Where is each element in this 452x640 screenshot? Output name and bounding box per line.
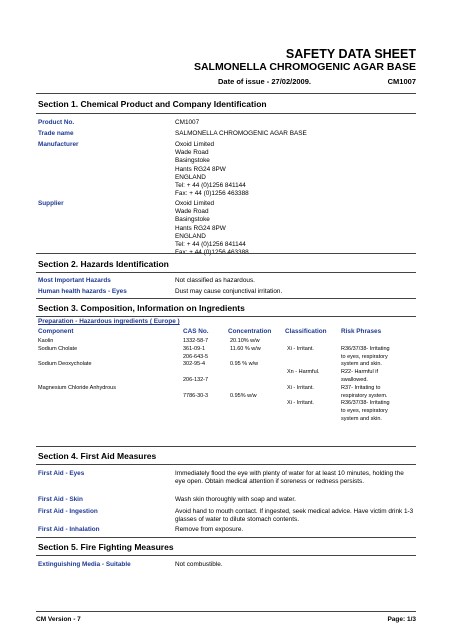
- table-cell: R36/37/38- Irritating: [341, 400, 390, 407]
- address-line: Hants RG24 8PW: [175, 165, 226, 173]
- concentration-column: [230, 338, 261, 400]
- manufacturer-address: [175, 141, 249, 198]
- table-cell: respiratory system.: [341, 392, 388, 399]
- column-header: Concentration: [228, 328, 272, 335]
- section-divider: [36, 113, 416, 114]
- component-column: [38, 338, 116, 393]
- table-cell: R37- Irritating to: [341, 384, 381, 391]
- document-title: SAFETY DATA SHEET: [285, 47, 416, 61]
- table-cell: 1332-58-7: [183, 338, 209, 344]
- address-line: Wade Road: [175, 149, 209, 157]
- address-line: ENGLAND: [175, 232, 206, 240]
- table-cell: 302-95-4: [183, 361, 206, 368]
- preparation-heading: Preparation - Hazardous ingredients ( Europe ): [38, 318, 180, 325]
- table-cell: to eyes, respiratory: [341, 408, 388, 415]
- trade-name-value: SALMONELLA CHROMOGENIC AGAR BASE: [175, 130, 307, 137]
- table-cell: system and skin.: [341, 415, 382, 422]
- table-cell: Sodium Deoxycholate: [38, 361, 92, 368]
- column-header: Risk Phrases: [341, 328, 382, 335]
- section-divider: [36, 537, 416, 538]
- table-cell: [230, 385, 261, 393]
- product-title: SALMONELLA CHROMOGENIC AGAR BASE: [193, 61, 416, 73]
- table-cell: system and skin.: [341, 361, 382, 368]
- first-aid-ingestion-value: Avoid hand to mouth contact. If ingested, seek medical advice. Have victim drink 1-3 glasses of water to dilute stomach contents.: [175, 508, 414, 524]
- section-3-heading: Section 3. Composition, Information on Ingredients: [38, 303, 245, 313]
- section-divider: [36, 464, 416, 465]
- section-divider: [36, 93, 416, 94]
- section-5-heading: Section 5. Fire Fighting Measures: [38, 542, 174, 552]
- health-hazards-label: Human health hazards - Eyes: [38, 288, 127, 295]
- table-cell: [230, 354, 261, 362]
- address-line: ENGLAND: [175, 173, 206, 181]
- table-cell: [183, 385, 208, 393]
- manufacturer-label: Manufacturer: [38, 141, 79, 148]
- product-no-label: Product No.: [38, 119, 75, 126]
- classification-cell: Xi - Irritant.: [287, 400, 314, 407]
- address-line: Basingstoke: [175, 157, 210, 165]
- first-aid-eyes-label: First Aid - Eyes: [38, 470, 85, 477]
- table-cell: 20.10% w/w: [230, 338, 260, 344]
- risk-phrases-column: [341, 346, 390, 424]
- section-divider: [36, 298, 416, 299]
- table-cell: R22- Harmful if: [341, 369, 378, 376]
- first-aid-ingestion-label: First Aid - Ingestion: [38, 508, 98, 515]
- table-cell: 11.60 % w/w: [230, 345, 261, 352]
- table-cell: 0.95% w/w: [230, 392, 257, 399]
- address-line: Fax: + 44 (0)1256 463388: [175, 190, 249, 198]
- address-line: Oxoid Limited: [175, 141, 215, 148]
- section-1-heading: Section 1. Chemical Product and Company Identification: [38, 99, 267, 109]
- table-cell: Kaolin: [38, 338, 54, 344]
- trade-name-label: Trade name: [38, 130, 74, 137]
- address-line: Wade Road: [175, 208, 209, 216]
- important-hazards-label: Most Important Hazards: [38, 277, 111, 284]
- column-header: Classification: [285, 328, 327, 335]
- section-divider: [36, 555, 416, 556]
- section-4-heading: Section 4. First Aid Measures: [38, 451, 157, 461]
- table-cell: 7786-30-3: [183, 392, 209, 399]
- column-header: CAS No.: [183, 328, 209, 335]
- table-cell: swallowed.: [341, 376, 368, 383]
- table-cell: [230, 377, 261, 385]
- classification-cell: Xi - Irritant.: [287, 345, 314, 352]
- extinguishing-media-value: Not combustible.: [175, 561, 223, 568]
- section-divider: [36, 316, 416, 317]
- first-aid-skin-label: First Aid - Skin: [38, 496, 83, 503]
- issue-date: Date of issue - 27/02/2009.: [218, 77, 311, 86]
- table-cell: 0.95 % w/w: [230, 361, 259, 368]
- address-line: Tel: + 44 (0)1256 841144: [175, 181, 246, 189]
- section-divider: [36, 272, 416, 273]
- table-cell: 206-643-5: [183, 353, 209, 360]
- important-hazards-value: Not classified as hazardous.: [175, 277, 255, 284]
- health-hazards-value: Dust may cause conjunctival irritation.: [175, 288, 283, 295]
- table-cell: 361-09-1: [183, 345, 206, 352]
- column-header: Component: [38, 328, 74, 335]
- table-cell: [38, 369, 116, 377]
- table-cell: [38, 354, 116, 362]
- table-cell: R36/37/38- Irritating: [341, 345, 390, 352]
- section-divider: [36, 446, 416, 447]
- table-cell: Magnesium Chloride Anhydrous: [38, 384, 116, 391]
- cas-column: [183, 338, 208, 400]
- table-cell: [183, 369, 208, 377]
- address-line: Tel: + 44 (0)1256 841144: [175, 240, 246, 248]
- address-line: Hants RG24 8PW: [175, 224, 226, 232]
- first-aid-eyes-value: Immediately flood the eye with plenty of water for at least 10 minutes, holding the eye open. Obtain medical attention if soreness or redness persists.: [175, 470, 404, 486]
- page-number: Page: 1/3: [387, 616, 416, 623]
- table-cell: to eyes, respiratory: [341, 353, 388, 360]
- address-line: Fax: + 44 (0)1256 463388: [175, 249, 249, 257]
- section-2-heading: Section 2. Hazards Identification: [38, 259, 169, 269]
- section-divider: [36, 253, 416, 254]
- table-cell: [230, 369, 261, 377]
- first-aid-skin-value: Wash skin thoroughly with soap and water.: [175, 496, 296, 503]
- first-aid-inhalation-value: Remove from exposure.: [175, 526, 244, 533]
- table-cell: 206-132-7: [183, 376, 209, 383]
- footer-divider: [36, 611, 416, 612]
- address-line: Basingstoke: [175, 216, 210, 224]
- address-line: Oxoid Limited: [175, 200, 215, 207]
- extinguishing-media-label: Extinguishing Media - Suitable: [38, 561, 131, 568]
- product-no-value: CM1007: [175, 119, 200, 126]
- table-cell: [38, 377, 116, 385]
- supplier-label: Supplier: [38, 200, 64, 207]
- first-aid-inhalation-label: First Aid - Inhalation: [38, 526, 100, 533]
- classification-cell: Xi - Irritant.: [287, 384, 314, 391]
- supplier-address: [175, 200, 249, 257]
- product-code: CM1007: [387, 77, 416, 86]
- table-cell: Sodium Cholate: [38, 345, 78, 352]
- version-label: CM Version - 7: [36, 616, 81, 623]
- classification-cell: Xn - Harmful.: [287, 369, 320, 376]
